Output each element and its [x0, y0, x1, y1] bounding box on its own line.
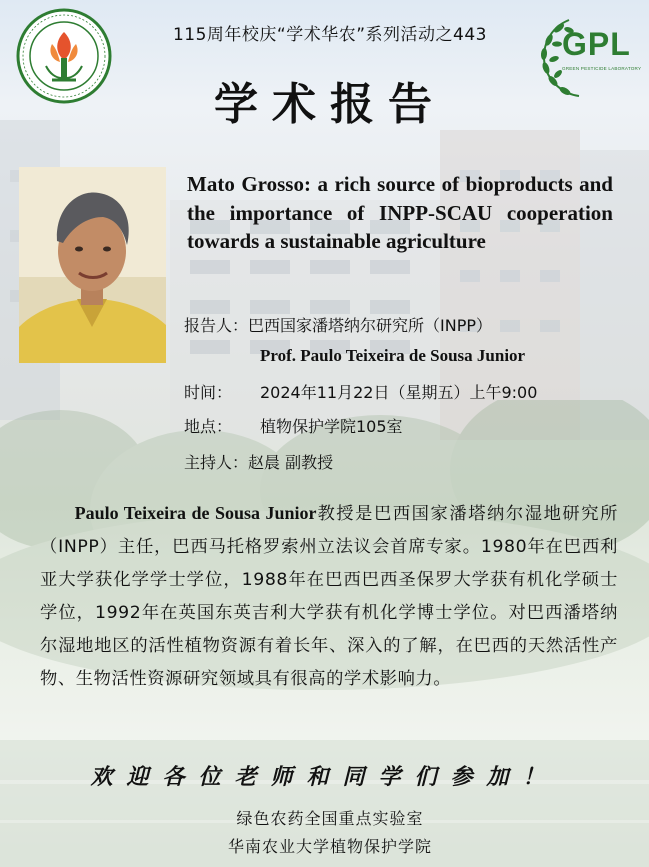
speaker-name-row — [260, 346, 525, 366]
host-row — [184, 450, 333, 473]
location-row — [184, 414, 403, 437]
time-label: 时间： — [184, 383, 233, 402]
speaker-bio — [40, 497, 618, 696]
host-value: 赵晨 副教授 — [248, 453, 334, 472]
footer-college-name: 华南农业大学植物保护学院 — [227, 837, 432, 856]
footer-lab-name: 绿色农药全国重点实验室 — [236, 809, 424, 828]
college-logo-icon — [16, 8, 112, 104]
bio-speaker-name: Paulo Teixeira de Sousa Junior — [74, 503, 317, 523]
speaker-affiliation: 巴西国家潘塔纳尔研究所（INPP） — [248, 316, 493, 335]
series-event-line: 115周年校庆“学术华农”系列活动之443 — [172, 25, 487, 45]
location-value: 植物保护学院105室 — [260, 417, 403, 436]
speaker-label: 报告人： — [184, 316, 249, 335]
time-value: 2024年11月22日（星期五）上午9:00 — [260, 383, 538, 402]
gpl-logo-letters: GPL — [562, 26, 631, 62]
speaker-name: Prof. Paulo Teixeira de Sousa Junior — [260, 346, 526, 365]
bio-text: 教授是巴西国家潘塔纳尔湿地研究所（INPP）主任，巴西马托格罗索州立法议会首席专家。1980年在巴西利亚大学获化学学士学位，1988年在巴西巴西圣保罗大学获有机化学硕士学位，1992年在英国东英吉利大学获有机化学博士学位。对巴西潘塔纳尔湿地地区的活性植物资源有着长年、深入的了解，在巴西的天然活性产物、生物活性资源研究领域具有很高的学术影响力。 — [40, 504, 619, 689]
host-label: 主持人： — [184, 453, 249, 472]
gpl-logo-subtitle: GREEN PESTICIDE LABORATORY — [562, 66, 642, 71]
speaker-row — [184, 313, 492, 336]
page-title: 学术报告 — [214, 79, 446, 130]
location-label: 地点： — [184, 417, 233, 436]
talk-title: Mato Grosso: a rich source of bioproducts and the importance of INPP-SCAU cooperation towards a sustainable agriculture — [187, 172, 613, 253]
time-row — [184, 380, 537, 403]
welcome-message: 欢迎各位老师和同学们参加！ — [90, 764, 559, 790]
speaker-photo — [19, 167, 166, 363]
